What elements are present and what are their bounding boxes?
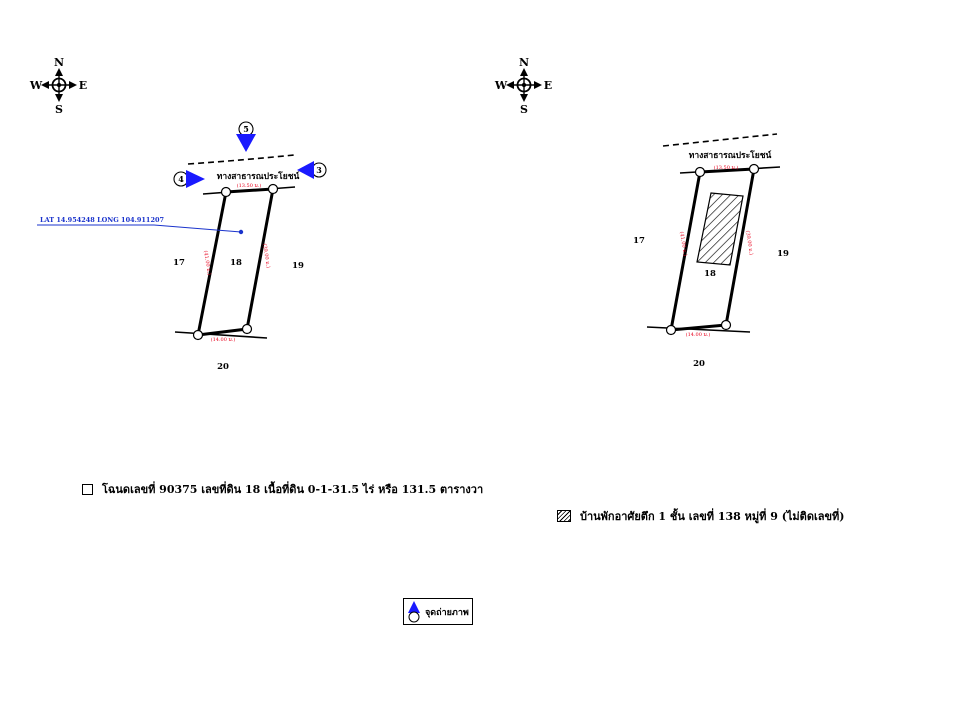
right-dimension-label: (39.00 ม.) <box>261 243 271 269</box>
deed-legend <box>82 480 483 498</box>
photo-point-4 <box>174 170 205 188</box>
east-neighbor-number: 19 <box>292 261 304 271</box>
road-edge-line <box>188 155 294 164</box>
parcel-legend-swatch <box>82 484 93 495</box>
building-footprint <box>697 193 743 265</box>
corner-peg <box>243 325 252 334</box>
top-dimension-label: (13.50 ม.) <box>713 165 739 171</box>
east-neighbor-number: 19 <box>777 249 789 259</box>
right-plan <box>633 134 789 369</box>
svg-text:4: 4 <box>178 174 184 184</box>
compass-north-label: N <box>518 56 530 69</box>
corner-peg <box>269 185 278 194</box>
right-dimension-label: (39.00 ม.) <box>744 230 754 256</box>
road-edge-line <box>663 134 777 146</box>
compass-east-label: E <box>78 79 88 92</box>
corner-peg <box>750 165 759 174</box>
building-legend-text: บ้านพักอาศัยตึก 1 ชั้น เลขที่ 138 หมู่ที่ 9 (ไม่ติดเลขที่) <box>580 510 845 523</box>
left-dimension-label: (41.00 ม.) <box>202 250 212 276</box>
compass-south-label: S <box>520 103 528 116</box>
corner-peg <box>194 331 203 340</box>
compass-west-label: W <box>29 79 43 92</box>
road-label: ทางสาธารณประโยชน์ <box>688 151 772 161</box>
corner-peg <box>722 321 731 330</box>
building-legend-swatch <box>557 510 571 522</box>
top-dimension-label: (13.50 ม.) <box>236 183 262 189</box>
photo-point-icon <box>406 600 422 624</box>
bottom-dimension-label: (14.00 ม.) <box>685 332 711 338</box>
photo-point-5 <box>236 122 256 152</box>
deed-legend-text: โฉนดเลขที่ 90375 เลขที่ดิน 18 เนื้อที่ดิน 0-1-31.5 ไร่ หรือ 131.5 ตารางวา <box>102 483 484 496</box>
compass-south-label: S <box>55 103 63 116</box>
corner-peg <box>222 188 231 197</box>
parcel-number: 18 <box>704 269 716 279</box>
bottom-dimension-label: (14.00 ม.) <box>210 337 236 343</box>
photo-point-legend-text: จุดถ่ายภาพ <box>425 607 469 618</box>
compass-rose-left <box>29 56 87 116</box>
coordinate-label: LAT 14.954248 LONG 104.911207 <box>40 216 165 224</box>
compass-north-label: N <box>53 56 65 69</box>
road-label: ทางสาธารณประโยชน์ <box>216 172 300 182</box>
compass-west-label: W <box>494 79 508 92</box>
parcel-number: 18 <box>230 258 242 268</box>
compass-east-label: E <box>543 79 553 92</box>
left-dimension-label: (41.00 ม.) <box>678 231 688 257</box>
west-neighbor-number: 17 <box>173 258 185 268</box>
building-legend <box>557 507 844 525</box>
svg-text:5: 5 <box>243 124 249 134</box>
photo-point-3 <box>297 161 326 179</box>
svg-text:3: 3 <box>316 165 322 175</box>
corner-peg <box>696 168 705 177</box>
west-neighbor-number: 17 <box>633 236 645 246</box>
photo-point-legend <box>403 598 473 625</box>
compass-rose-right <box>494 56 552 116</box>
left-plan <box>37 122 326 372</box>
coordinate-point <box>239 230 243 234</box>
south-neighbor-number: 20 <box>693 359 705 369</box>
south-neighbor-number: 20 <box>217 362 229 372</box>
corner-peg <box>667 326 676 335</box>
